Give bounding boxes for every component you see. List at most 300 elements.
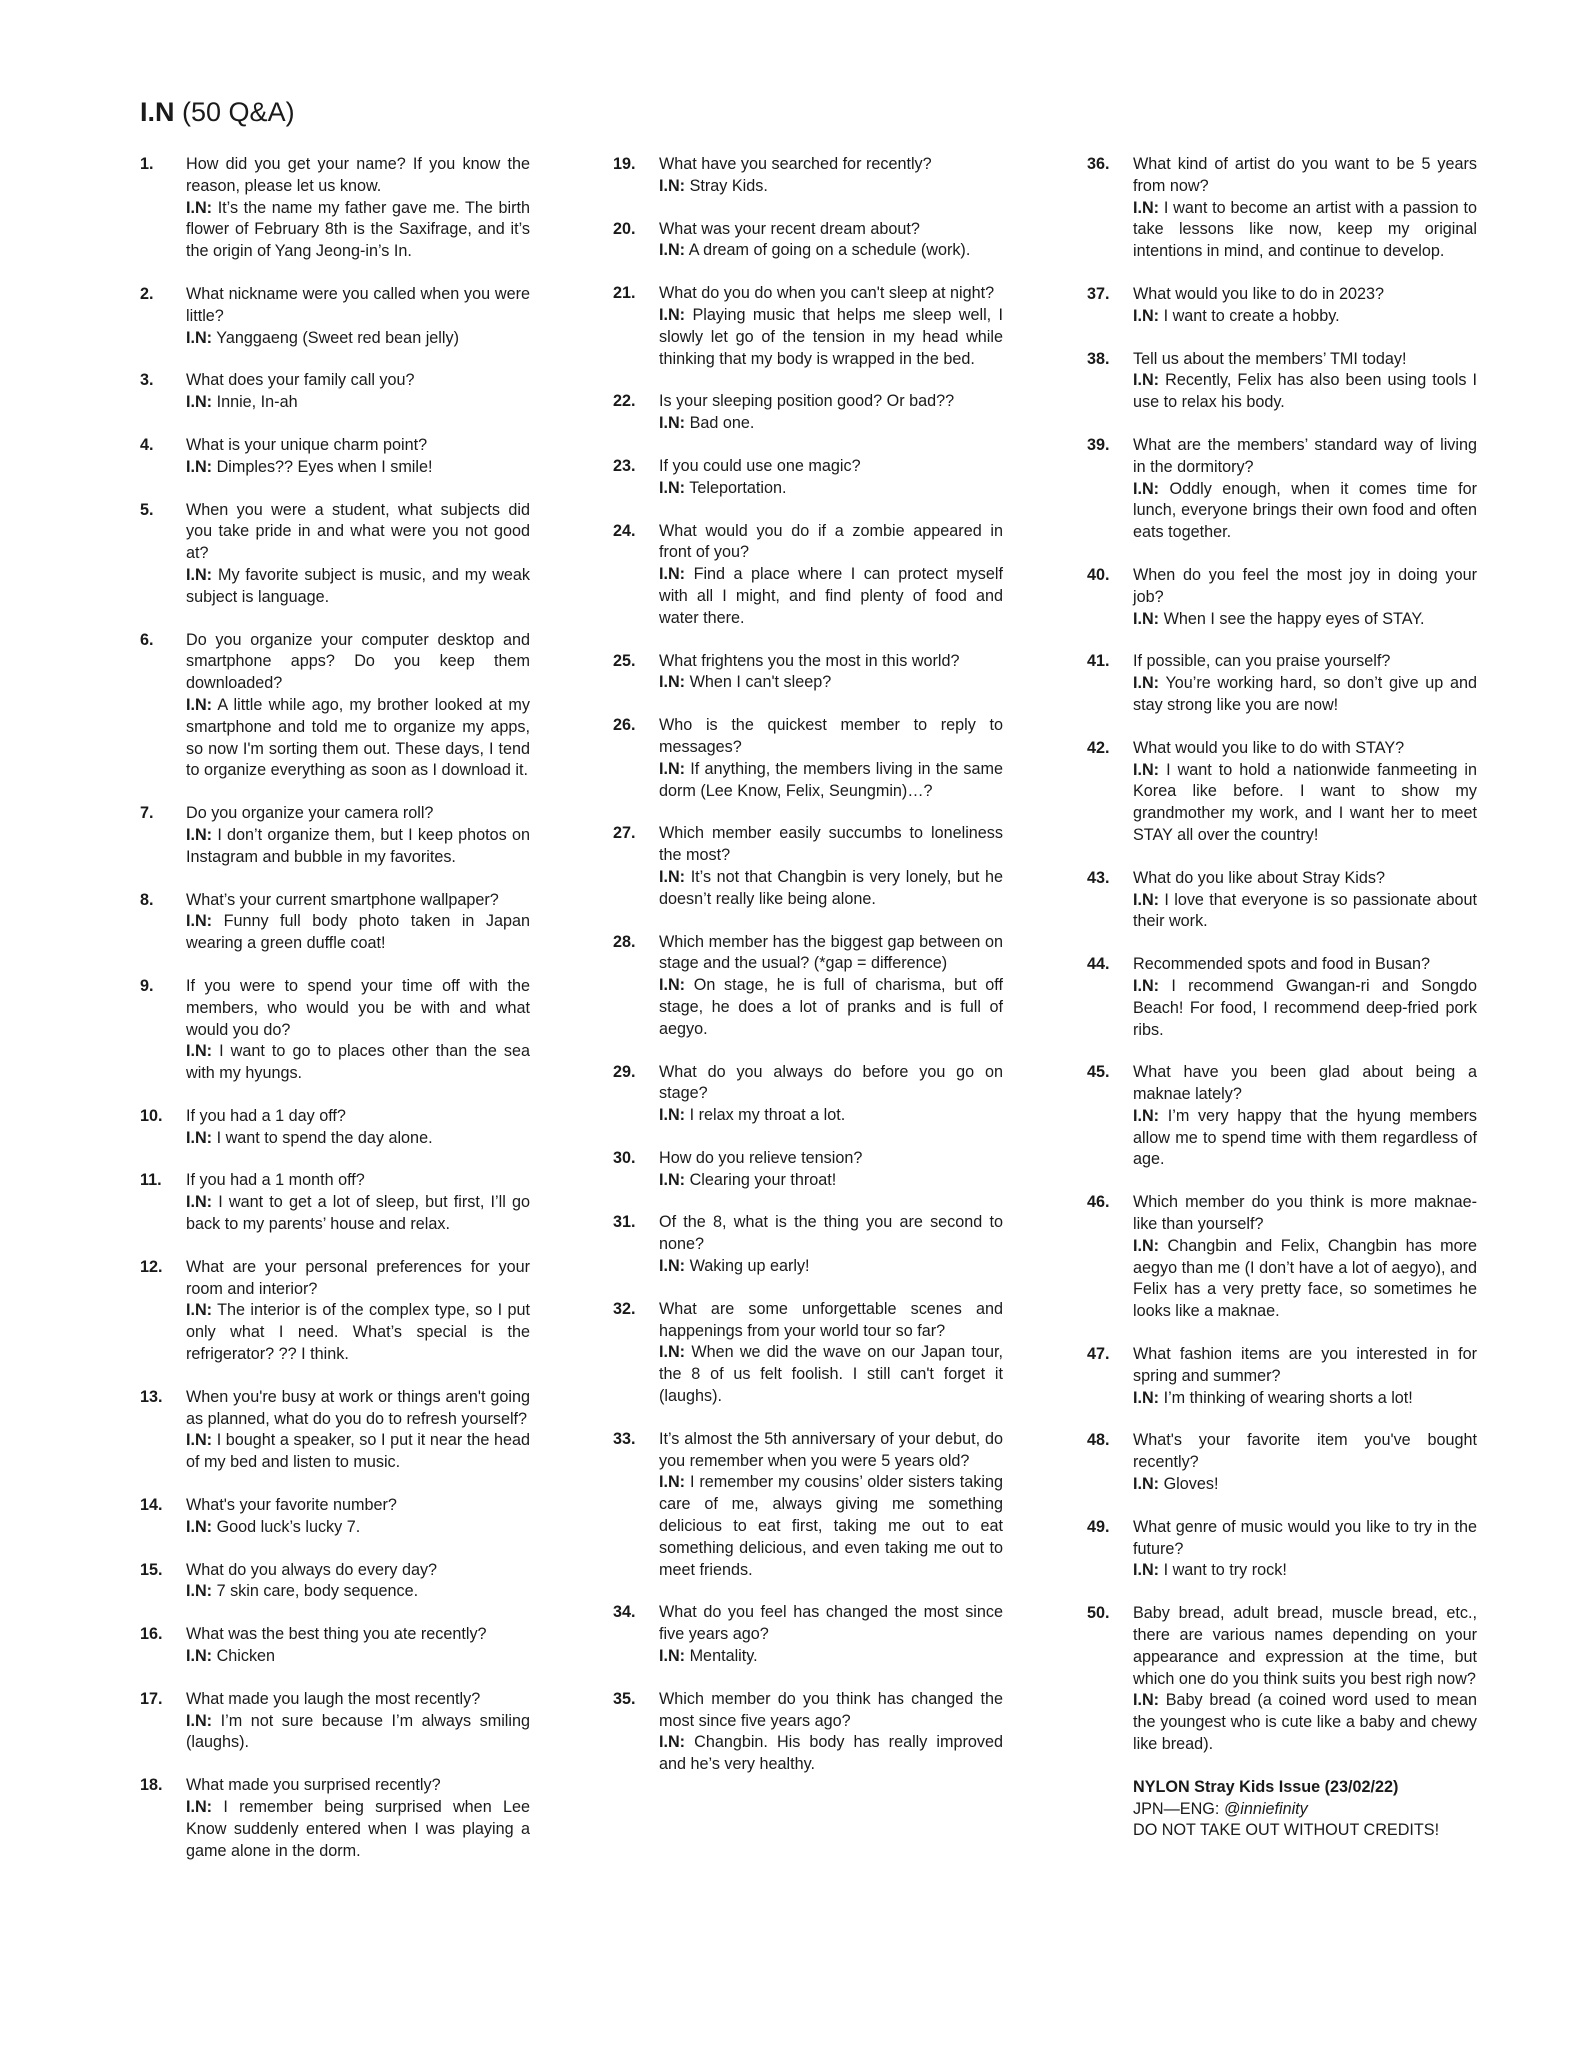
answer-label: I.N: <box>1133 760 1160 779</box>
title-name: I.N <box>140 97 175 127</box>
translator-handle: @inniefinity <box>1223 1799 1308 1818</box>
answer-text: Chicken <box>216 1647 276 1666</box>
answer-label: I.N: <box>1133 609 1160 628</box>
qa-item <box>1087 349 1477 414</box>
qa-item <box>140 435 530 479</box>
answer-label: I.N: <box>659 1647 686 1666</box>
qa-body <box>659 219 1003 263</box>
question-text: What would you do if a zombie appeared in front of you? <box>659 521 1003 562</box>
question-number: 28. <box>613 932 636 951</box>
credits-translation <box>1133 1799 1477 1821</box>
answer-text: Recently, Felix has also been using tools I use to relax his body. <box>1133 371 1477 412</box>
answer-text: My favorite subject is music, and my weak subject is language. <box>186 565 530 606</box>
qa-item <box>140 1257 530 1366</box>
question-number: 8. <box>140 890 154 909</box>
answer <box>186 392 530 414</box>
qa-item <box>613 1689 1003 1776</box>
qa-item <box>1087 954 1477 1041</box>
question-text: What genre of music would you like to try in the future? <box>1133 1517 1477 1558</box>
answer-text: The interior is of the complex type, so I put only what I need. What’s special is the refrigerator? ?? I think. <box>186 1301 530 1364</box>
answer <box>1133 1560 1477 1582</box>
qa-body <box>659 1062 1003 1127</box>
qa-item <box>1087 1517 1477 1582</box>
answer-text: I want to spend the day alone. <box>216 1128 433 1147</box>
question-number: 18. <box>140 1776 163 1795</box>
answer-text: I love that everyone is so passionate about their work. <box>1133 890 1478 931</box>
question-text: What have you been glad about being a maknae lately? <box>1133 1063 1477 1104</box>
qa-body <box>659 651 1003 695</box>
qa-body <box>659 715 1003 802</box>
credits <box>1133 1777 1477 1842</box>
answer-text: Mentality. <box>689 1647 758 1666</box>
question-number: 17. <box>140 1689 163 1708</box>
answer-text: I remember being surprised when Lee Know suddenly entered when I was playing a game alone in the dorm. <box>186 1798 530 1860</box>
answer <box>1133 609 1477 631</box>
question-text: Who is the quickest member to reply to messages? <box>659 716 1003 756</box>
qa-body <box>186 1624 530 1668</box>
column-2 <box>613 154 1003 1797</box>
qa-item <box>613 715 1003 802</box>
question-text: If you had a 1 month off? <box>186 1171 365 1190</box>
answer-label: I.N: <box>1133 1561 1160 1580</box>
question-number: 33. <box>613 1429 636 1448</box>
answer-label: I.N: <box>659 1257 686 1276</box>
qa-item <box>1087 1603 1477 1756</box>
answer-text: I want to go to places other than the sea with my hyungs. <box>186 1042 531 1083</box>
answer <box>1133 370 1477 414</box>
qa-item <box>140 890 530 955</box>
qa-item <box>1087 154 1477 263</box>
page-title <box>140 96 295 128</box>
qa-item <box>140 1387 530 1474</box>
answer <box>659 240 1003 262</box>
question-number: 21. <box>613 284 636 303</box>
answer <box>186 911 530 955</box>
qa-body <box>186 803 530 868</box>
answer-text: It’s not that Changbin is very lonely, but he doesn’t really like being alone. <box>659 867 1004 908</box>
answer-text: I remember my cousins’ older sisters taking care of me, always giving me something delicious to eat first, taking me out to eat something delicious, and even taking me out to meet friends. <box>659 1473 1003 1579</box>
answer-label: I.N: <box>1133 1691 1160 1710</box>
qa-body <box>659 521 1003 630</box>
answer-text: I want to hold a nationwide fanmeeting in Korea like before. I want to show my grandmother my work, and I want her to meet STAY all over the country! <box>1133 760 1478 844</box>
question-text: How do you relieve tension? <box>659 1148 863 1167</box>
question-number: 32. <box>613 1299 636 1318</box>
qa-item <box>1087 565 1477 630</box>
qa-item <box>1087 1344 1477 1409</box>
question-text: Recommended spots and food in Busan? <box>1133 955 1430 974</box>
question-number: 6. <box>140 630 154 649</box>
answer-label: I.N: <box>186 912 213 931</box>
question-number: 35. <box>613 1689 636 1708</box>
question-number: 48. <box>1087 1431 1110 1450</box>
qa-item <box>140 803 530 868</box>
answer <box>659 1472 1003 1581</box>
qa-item <box>613 219 1003 263</box>
answer <box>186 1128 530 1150</box>
answer <box>1133 890 1477 934</box>
answer <box>186 1041 530 1085</box>
answer-label: I.N: <box>659 1170 686 1189</box>
question-text: What’s your current smartphone wallpaper? <box>186 890 499 909</box>
answer <box>1133 1106 1477 1171</box>
question-number: 42. <box>1087 738 1110 757</box>
question-number: 1. <box>140 155 154 173</box>
answer-label: I.N: <box>1133 1388 1160 1407</box>
question-text: What do you do when you can't sleep at night? <box>659 284 995 303</box>
answer <box>659 176 1003 198</box>
answer <box>186 1300 530 1365</box>
answer <box>186 1517 530 1539</box>
question-number: 15. <box>140 1560 163 1579</box>
question-text: What are some unforgettable scenes and happenings from your world tour so far? <box>659 1299 1003 1340</box>
column-3 <box>1087 154 1477 1842</box>
question-text: What's your favorite item you've bought recently? <box>1133 1431 1477 1472</box>
qa-body <box>659 1429 1003 1582</box>
question-text: Which member do you think is more maknae-like than yourself? <box>1133 1193 1477 1234</box>
question-text: What is your unique charm point? <box>186 435 428 454</box>
question-number: 31. <box>613 1213 636 1232</box>
question-text: What are your personal preferences for your room and interior? <box>186 1257 530 1298</box>
question-text: Do you organize your computer desktop and smartphone apps? Do you keep them downloaded? <box>186 630 530 693</box>
answer-label: I.N: <box>186 1798 213 1817</box>
answer <box>659 867 1003 911</box>
qa-item <box>140 500 530 609</box>
answer-label: I.N: <box>186 393 213 412</box>
answer-label: I.N: <box>186 1128 213 1147</box>
answer-label: I.N: <box>659 414 686 433</box>
answer <box>1133 306 1477 328</box>
qa-body <box>1133 154 1477 263</box>
answer-text: I want to try rock! <box>1163 1561 1287 1580</box>
answer-text: I want to become an artist with a passion to take lessons like now, keep my original intentions in mind, and continue to develop. <box>1133 198 1477 261</box>
answer-label: I.N: <box>659 976 686 995</box>
question-number: 14. <box>140 1496 163 1515</box>
qa-item <box>613 1148 1003 1192</box>
answer-text: Changbin. His body has really improved and he’s very healthy. <box>659 1733 1003 1774</box>
qa-item <box>613 651 1003 695</box>
answer-label: I.N: <box>1133 890 1160 909</box>
answer <box>186 825 530 869</box>
answer-label: I.N: <box>1133 479 1160 498</box>
answer-label: I.N: <box>186 695 213 714</box>
question-text: What was the best thing you ate recently? <box>186 1625 487 1644</box>
qa-body <box>659 823 1003 910</box>
qa-body <box>659 1299 1003 1408</box>
answer-label: I.N: <box>186 1193 213 1212</box>
question-text: If possible, can you praise yourself? <box>1133 652 1391 671</box>
answer-text: A little while ago, my brother looked at my smartphone and told me to organize my apps, so now I'm sorting them out. These days, I tend to organize everything as soon as I download it. <box>186 695 530 780</box>
question-text: What frightens you the most in this world? <box>659 651 960 670</box>
question-number: 22. <box>613 392 636 411</box>
answer <box>659 1646 1003 1668</box>
answer-label: I.N: <box>659 867 686 886</box>
question-number: 30. <box>613 1148 636 1167</box>
question-number: 25. <box>613 651 636 670</box>
qa-body <box>659 456 1003 500</box>
qa-item <box>613 1299 1003 1408</box>
qa-item <box>1087 651 1477 716</box>
question-number: 7. <box>140 804 154 823</box>
qa-body <box>659 1212 1003 1277</box>
answer-text: 7 skin care, body sequence. <box>216 1582 419 1601</box>
question-text: What do you like about Stray Kids? <box>1133 868 1385 887</box>
answer-text: When I see the happy eyes of STAY. <box>1163 609 1425 628</box>
qa-body <box>1133 1603 1477 1756</box>
answer-label: I.N: <box>186 1042 213 1061</box>
answer-text: Waking up early! <box>689 1257 810 1276</box>
question-number: 43. <box>1087 868 1110 887</box>
answer-label: I.N: <box>186 328 213 347</box>
answer-text: You’re working hard, so don’t give up and stay strong like you are now! <box>1133 674 1477 714</box>
question-text: What fashion items are you interested in for spring and summer? <box>1133 1345 1477 1385</box>
qa-body <box>186 890 530 955</box>
qa-body <box>1133 651 1477 716</box>
answer-label: I.N: <box>659 176 686 195</box>
question-number: 13. <box>140 1387 163 1406</box>
question-number: 36. <box>1087 155 1110 173</box>
question-number: 5. <box>140 500 154 519</box>
qa-item <box>140 1170 530 1235</box>
question-text: What made you surprised recently? <box>186 1776 441 1795</box>
answer-label: I.N: <box>1133 674 1160 693</box>
answer-label: I.N: <box>186 1711 213 1730</box>
question-number: 12. <box>140 1257 163 1276</box>
question-text: What would you like to do in 2023? <box>1133 284 1385 303</box>
answer-text: Gloves! <box>1163 1475 1219 1494</box>
qa-body <box>1133 1062 1477 1171</box>
question-number: 16. <box>140 1625 163 1644</box>
qa-item <box>613 1212 1003 1277</box>
qa-item <box>140 1775 530 1862</box>
answer <box>1133 198 1477 263</box>
qa-body <box>659 932 1003 1041</box>
qa-body <box>186 1387 530 1474</box>
qa-body <box>1133 284 1477 328</box>
answer-text: I’m very happy that the hyung members allow me to spend time with them regardless of age. <box>1133 1106 1477 1169</box>
qa-item <box>140 1495 530 1539</box>
question-number: 2. <box>140 284 154 303</box>
question-number: 20. <box>613 219 636 238</box>
qa-body <box>659 391 1003 435</box>
column-1 <box>140 154 530 1883</box>
question-text: What do you feel has changed the most since five years ago? <box>659 1603 1003 1644</box>
answer <box>659 305 1003 370</box>
answer-text: Funny full body photo taken in Japan wearing a green duffle coat! <box>186 912 530 953</box>
question-text: It’s almost the 5th anniversary of your debut, do you remember when you were 5 years old? <box>659 1429 1003 1470</box>
answer-text: Good luck’s lucky 7. <box>216 1517 361 1536</box>
question-text: Do you organize your camera roll? <box>186 804 434 823</box>
question-text: Which member easily succumbs to loneliness the most? <box>659 824 1003 865</box>
answer-text: Teleportation. <box>689 478 787 497</box>
question-text: What do you always do every day? <box>186 1560 438 1579</box>
title-subtitle: (50 Q&A) <box>182 97 295 127</box>
answer-text: It’s the name my father gave me. The birth flower of February 8th is the Saxifrage, and it’s the origin of Yang Jeong-in’s In. <box>186 198 531 261</box>
question-number: 50. <box>1087 1604 1110 1623</box>
answer <box>659 1342 1003 1407</box>
answer-label: I.N: <box>186 825 213 844</box>
question-number: 11. <box>140 1171 162 1190</box>
credits-issue: NYLON Stray Kids Issue (23/02/22) <box>1133 1777 1399 1796</box>
answer-text: When I can't sleep? <box>689 673 832 692</box>
question-number: 23. <box>613 456 636 475</box>
qa-item <box>1087 738 1477 847</box>
qa-body <box>186 1257 530 1366</box>
qa-body <box>186 284 530 349</box>
answer <box>186 457 530 479</box>
question-number: 49. <box>1087 1517 1110 1536</box>
question-number: 39. <box>1087 435 1110 454</box>
answer <box>1133 673 1477 717</box>
question-number: 26. <box>613 716 636 735</box>
answer-text: Innie, In-ah <box>216 393 298 412</box>
answer-text: Stray Kids. <box>689 176 768 195</box>
question-number: 45. <box>1087 1063 1110 1082</box>
answer <box>659 478 1003 500</box>
qa-item <box>613 932 1003 1041</box>
qa-item <box>140 1106 530 1150</box>
question-text: Which member do you think has changed the most since five years ago? <box>659 1689 1003 1730</box>
answer <box>186 565 530 609</box>
answer-label: I.N: <box>659 565 686 584</box>
answer-label: I.N: <box>659 759 686 778</box>
qa-body <box>186 976 530 1085</box>
answer <box>186 328 530 350</box>
question-number: 44. <box>1087 955 1110 974</box>
answer <box>1133 760 1477 847</box>
qa-body <box>659 1602 1003 1667</box>
answer <box>659 413 1003 435</box>
qa-item <box>140 1689 530 1754</box>
answer-label: I.N: <box>659 241 686 260</box>
answer <box>659 1732 1003 1776</box>
answer-label: I.N: <box>186 1301 213 1320</box>
question-text: When you're busy at work or things aren't going as planned, what do you do to refresh yourself? <box>186 1387 530 1428</box>
answer-label: I.N: <box>1133 306 1160 325</box>
question-text: What have you searched for recently? <box>659 155 932 173</box>
answer <box>186 695 530 782</box>
qa-body <box>186 630 530 783</box>
answer <box>659 1256 1003 1278</box>
question-text: Which member has the biggest gap between on stage and the usual? (*gap = difference) <box>659 932 1003 973</box>
translation-prefix: JPN—ENG: <box>1133 1799 1220 1818</box>
answer-label: I.N: <box>659 305 686 324</box>
question-number: 29. <box>613 1062 636 1081</box>
question-number: 3. <box>140 371 154 390</box>
answer-text: On stage, he is full of charisma, but off stage, he does a lot of pranks and is full of aegyo. <box>659 976 1003 1038</box>
answer <box>186 1797 530 1862</box>
qa-item <box>613 154 1003 198</box>
qa-body <box>1133 1517 1477 1582</box>
answer-text: Bad one. <box>689 414 755 433</box>
answer-text: I want to create a hobby. <box>1163 306 1340 325</box>
question-text: What's your favorite number? <box>186 1496 397 1515</box>
qa-body <box>186 1775 530 1862</box>
answer <box>1133 1474 1477 1496</box>
question-text: Baby bread, adult bread, muscle bread, etc., there are various names depending on your appearance and expression at the time, but which one do you think suits you best righ now? <box>1133 1604 1477 1688</box>
question-text: What made you laugh the most recently? <box>186 1689 481 1708</box>
answer <box>186 1646 530 1668</box>
qa-item <box>1087 1062 1477 1171</box>
answer-label: I.N: <box>1133 1475 1160 1494</box>
qa-body <box>186 1170 530 1235</box>
qa-item <box>1087 1192 1477 1323</box>
qa-item <box>613 456 1003 500</box>
question-text: Tell us about the members’ TMI today! <box>1133 349 1407 368</box>
answer-text: I bought a speaker, so I put it near the head of my bed and listen to music. <box>186 1431 531 1472</box>
question-text: What does your family call you? <box>186 371 415 390</box>
answer-text: Clearing your throat! <box>689 1170 837 1189</box>
qa-body <box>659 1689 1003 1776</box>
qa-body <box>1133 565 1477 630</box>
qa-body <box>1133 1430 1477 1495</box>
answer <box>659 1170 1003 1192</box>
qa-body <box>1133 1192 1477 1323</box>
qa-item <box>613 391 1003 435</box>
qa-body <box>1133 1344 1477 1409</box>
answer-label: I.N: <box>1133 976 1160 995</box>
answer <box>1133 1388 1477 1410</box>
question-text: If you were to spend your time off with the members, who would you be with and what would you do? <box>186 976 530 1039</box>
qa-item <box>140 1560 530 1604</box>
answer <box>1133 479 1477 544</box>
qa-item <box>613 1602 1003 1667</box>
answer-text: Changbin and Felix, Changbin has more aegyo than me (I don’t have a lot of aegyo), and Felix has a very pretty face, so sometimes he looks like a maknae. <box>1133 1236 1477 1321</box>
question-text: If you could use one magic? <box>659 456 861 475</box>
question-text: What kind of artist do you want to be 5 years from now? <box>1133 155 1477 195</box>
qa-body <box>186 1106 530 1150</box>
answer <box>1133 1690 1477 1755</box>
answer-text: I don’t organize them, but I keep photos on Instagram and bubble in my favorites. <box>186 825 530 866</box>
answer-text: If anything, the members living in the same dorm (Lee Know, Felix, Seungmin)…? <box>659 759 1003 800</box>
question-text: What do you always do before you go on stage? <box>659 1062 1003 1103</box>
answer <box>659 672 1003 694</box>
qa-item <box>140 370 530 414</box>
qa-body <box>1133 738 1477 847</box>
qa-item <box>1087 435 1477 544</box>
question-text: How did you get your name? If you know the reason, please let us know. <box>186 155 530 195</box>
question-number: 19. <box>613 155 636 173</box>
answer-label: I.N: <box>1133 198 1160 217</box>
answer-text: Yanggaeng (Sweet red bean jelly) <box>216 328 459 347</box>
answer <box>186 1581 530 1603</box>
qa-body <box>186 154 530 263</box>
answer-text: I want to get a lot of sleep, but first, I’ll go back to my parents’ house and relax. <box>186 1193 530 1234</box>
answer-text: Oddly enough, when it comes time for lunch, everyone brings their own food and often eats together. <box>1133 479 1477 542</box>
qa-body <box>186 1495 530 1539</box>
question-text: What was your recent dream about? <box>659 219 920 238</box>
qa-body <box>186 1689 530 1754</box>
answer-label: I.N: <box>1133 1236 1160 1255</box>
qa-body <box>186 1560 530 1604</box>
answer-text: When we did the wave on our Japan tour, the 8 of us felt foolish. I still can't forget it (laughs). <box>659 1343 1004 1406</box>
answer <box>186 1711 530 1755</box>
answer-label: I.N: <box>659 1733 686 1752</box>
question-number: 27. <box>613 824 636 843</box>
answer-text: I’m not sure because I’m always smiling (laughs). <box>186 1711 530 1752</box>
answer-label: I.N: <box>186 457 213 476</box>
qa-body <box>1133 349 1477 414</box>
answer <box>659 1105 1003 1127</box>
question-number: 46. <box>1087 1193 1110 1212</box>
answer-text: A dream of going on a schedule (work). <box>688 241 971 260</box>
question-text: When do you feel the most joy in doing your job? <box>1133 565 1477 606</box>
answer <box>1133 976 1477 1041</box>
answer-text: Playing music that helps me sleep well, I slowly let go of the tension in my head while thinking that my body is wrapped in the bed. <box>659 305 1004 368</box>
answer-label: I.N: <box>659 1343 686 1362</box>
qa-item <box>140 976 530 1085</box>
answer-label: I.N: <box>659 1106 686 1125</box>
answer-text: I recommend Gwangan-ri and Songdo Beach! For food, I recommend deep-fried pork ribs. <box>1133 976 1477 1039</box>
